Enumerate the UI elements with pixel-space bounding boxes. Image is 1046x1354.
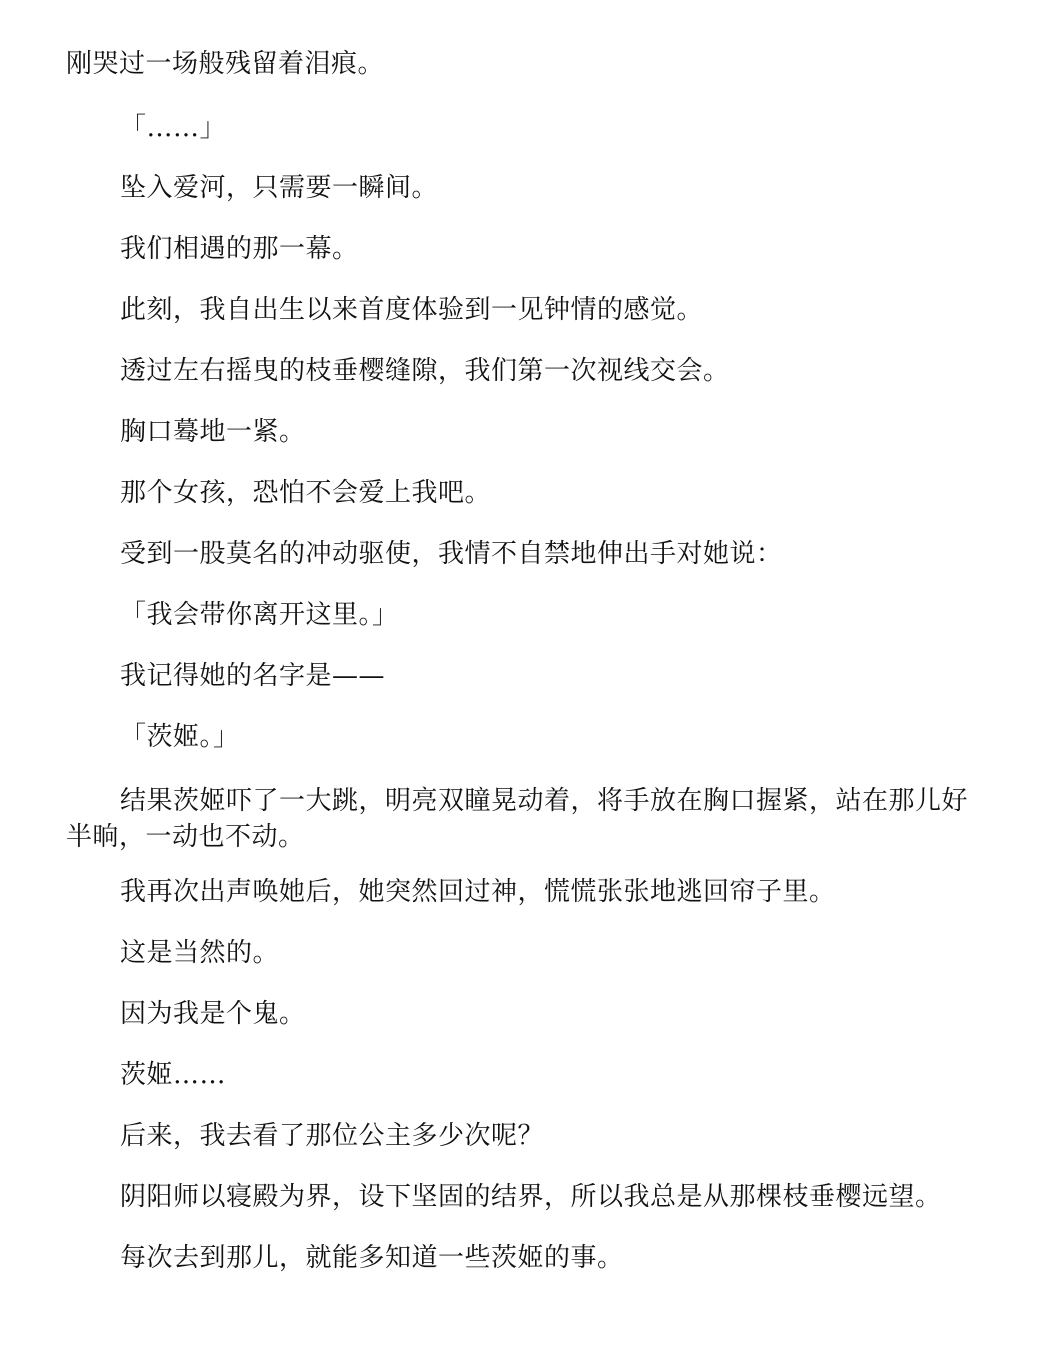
paragraph-11: 我记得她的名字是—— xyxy=(120,661,386,691)
paragraph-12: 「茨姬。」 xyxy=(120,722,240,752)
paragraph-8: 那个女孩，恐怕不会爱上我吧。 xyxy=(120,478,492,508)
paragraph-20: 每次去到那儿，就能多知道一些茨姬的事。 xyxy=(120,1243,624,1273)
paragraph-15: 这是当然的。 xyxy=(120,938,280,968)
paragraph-2: 「……」 xyxy=(120,113,227,143)
paragraph-9: 受到一股莫名的冲动驱使，我情不自禁地伸出手对她说： xyxy=(120,539,783,569)
paragraph-14: 我再次出声唤她后，她突然回过神，慌慌张张地逃回帘子里。 xyxy=(120,877,836,907)
paragraph-10: 「我会带你离开这里。」 xyxy=(120,600,399,630)
paragraph-3: 坠入爱河，只需要一瞬间。 xyxy=(120,173,439,203)
paragraph-18: 后来，我去看了那位公主多少次呢？ xyxy=(120,1121,545,1151)
paragraph-19: 阴阳师以寝殿为界，设下坚固的结界，所以我总是从那棵枝垂樱远望。 xyxy=(120,1182,942,1212)
paragraph-6: 透过左右摇曳的枝垂樱缝隙，我们第一次视线交会。 xyxy=(120,356,730,386)
paragraph-7: 胸口蓦地一紧。 xyxy=(120,417,306,447)
paragraph-5: 此刻，我自出生以来首度体验到一见钟情的感觉。 xyxy=(120,295,704,325)
paragraph-4: 我们相遇的那一幕。 xyxy=(120,234,359,264)
paragraph-16: 因为我是个鬼。 xyxy=(120,999,306,1029)
paragraph-1: 刚哭过一场般残留着泪痕。 xyxy=(66,49,385,79)
paragraph-17: 茨姬…… xyxy=(120,1060,227,1090)
paragraph-13: 结果茨姬吓了一大跳，明亮双瞳晃动着，将手放在胸口握紧，站在那儿好半晌，一动也不动。 xyxy=(66,786,969,852)
